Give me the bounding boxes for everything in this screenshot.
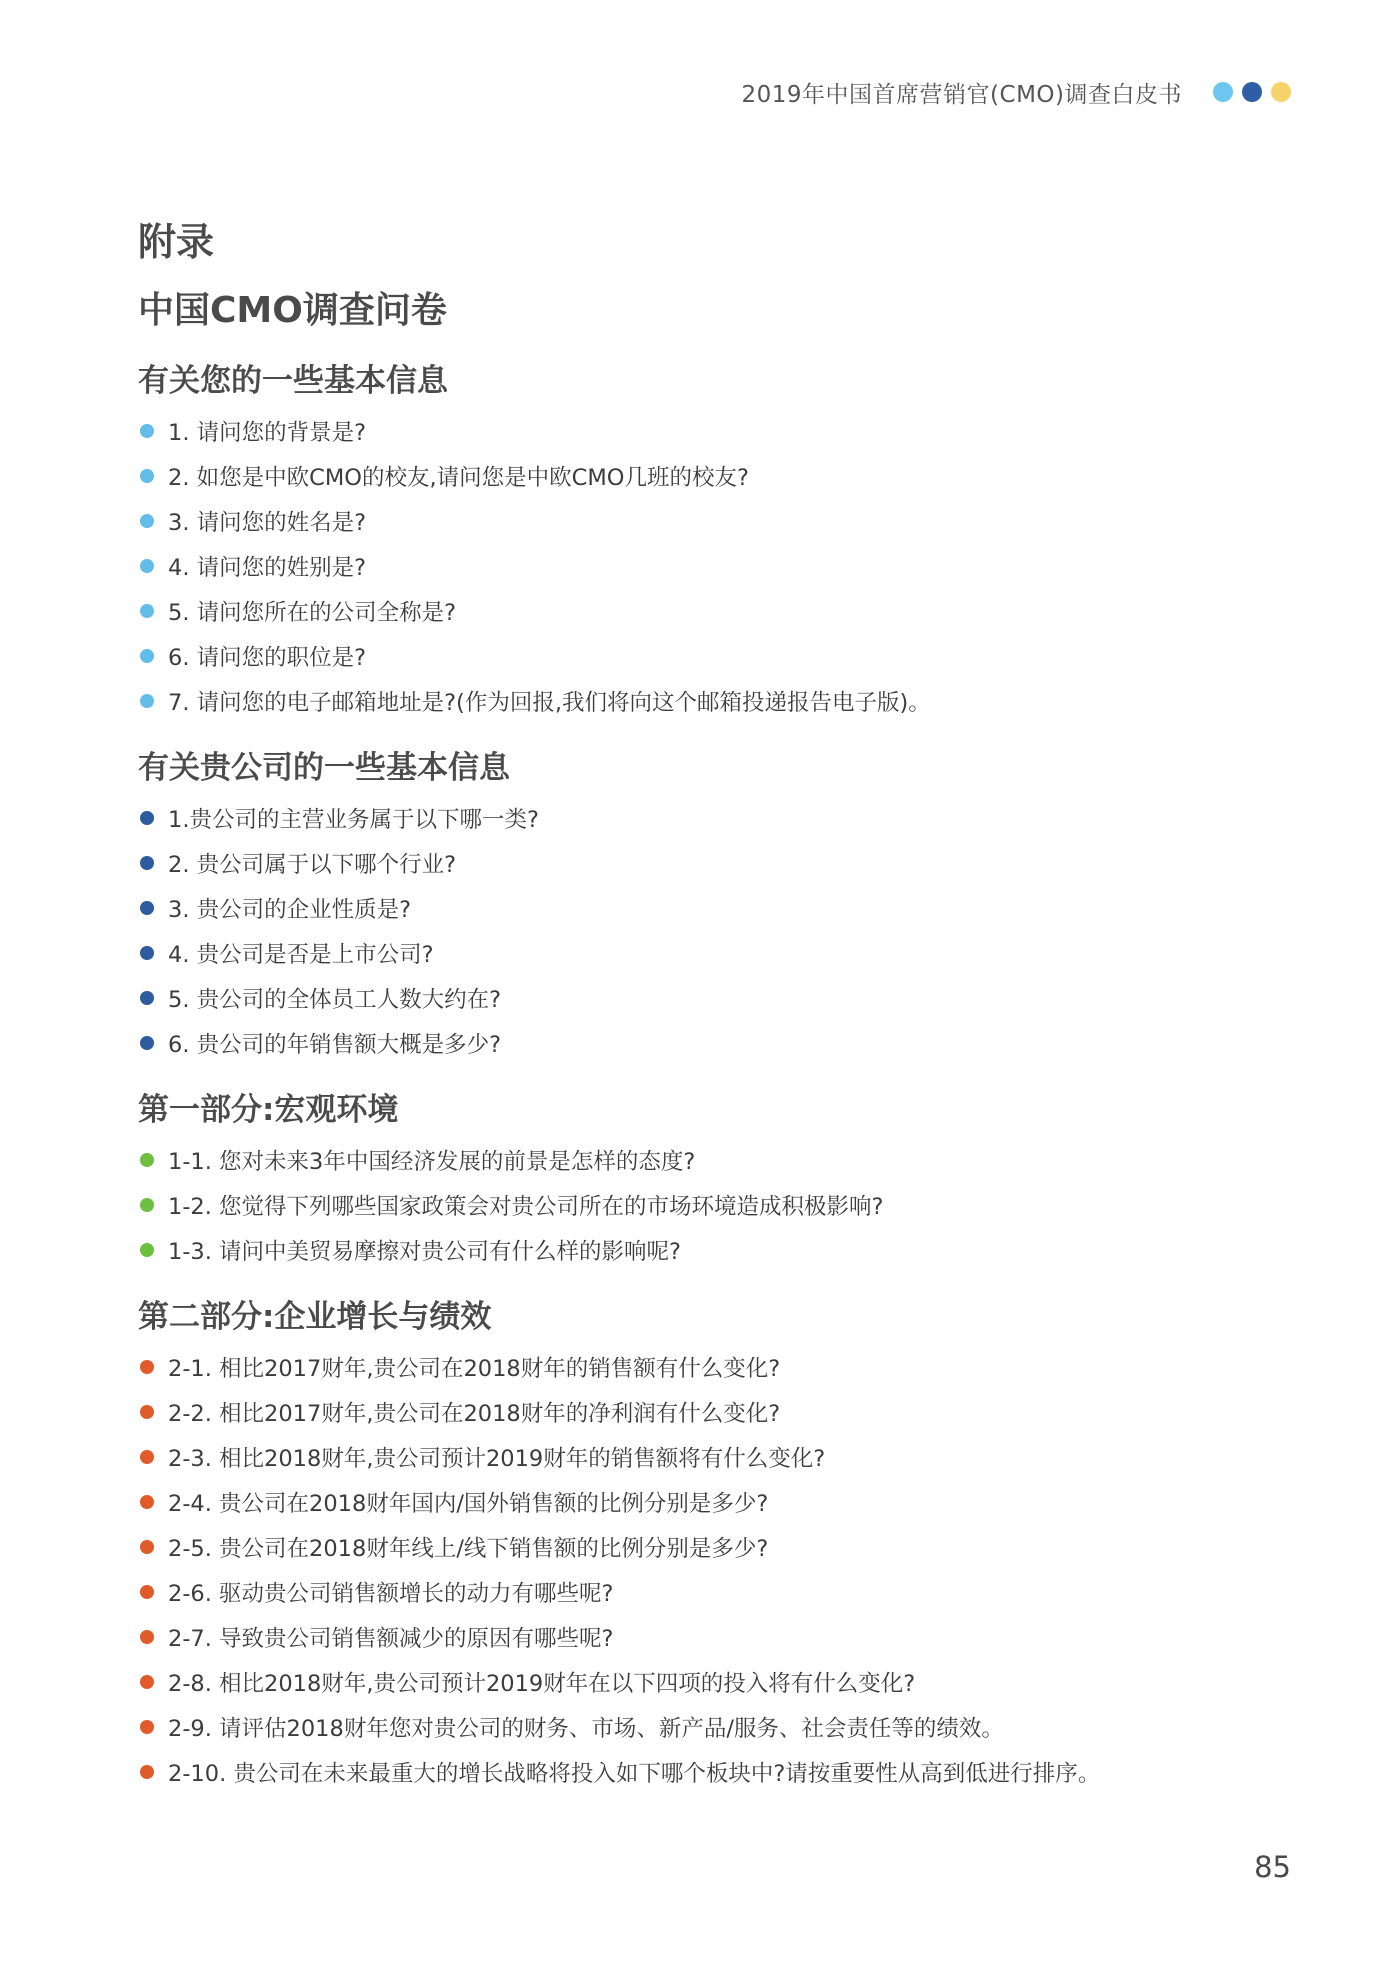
question-text: 3. 请问您的姓名是?: [168, 509, 367, 536]
bullet-dot-icon: [140, 559, 154, 573]
bullet-dot-icon: [140, 811, 154, 825]
question-text: 5. 请问您所在的公司全称是?: [168, 599, 457, 626]
question-text: 2-10. 贵公司在未来最重大的增长战略将投入如下哪个板块中?请按重要性从高到低进行排序。: [168, 1760, 1101, 1787]
question-text: 2-1. 相比2017财年,贵公司在2018财年的销售额有什么变化?: [168, 1355, 781, 1382]
question-text: 6. 请问您的职位是?: [168, 644, 367, 671]
question-text: 1.贵公司的主营业务属于以下哪一类?: [168, 806, 539, 833]
list-item: [138, 1569, 1288, 1614]
survey-section: [138, 745, 1288, 1065]
survey-section: [138, 1087, 1288, 1272]
bullet-dot-icon: [140, 1675, 154, 1689]
list-item: [138, 408, 1288, 453]
question-text: 2-6. 驱动贵公司销售额增长的动力有哪些呢?: [168, 1580, 614, 1607]
list-item: [138, 795, 1288, 840]
bullet-dot-icon: [140, 991, 154, 1005]
question-text: 2. 贵公司属于以下哪个行业?: [168, 851, 457, 878]
question-text: 1-2. 您觉得下列哪些国家政策会对贵公司所在的市场环境造成积极影响?: [168, 1193, 884, 1220]
page-header: [742, 72, 1292, 112]
bullet-dot-icon: [140, 901, 154, 915]
header-dots: [1204, 82, 1291, 102]
header-dot-yellow: [1271, 82, 1291, 102]
list-item: [138, 453, 1288, 498]
question-text: 7. 请问您的电子邮箱地址是?(作为回报,我们将向这个邮箱投递报告电子版)。: [168, 689, 931, 716]
question-text: 2-3. 相比2018财年,贵公司预计2019财年的销售额将有什么变化?: [168, 1445, 826, 1472]
list-item: [138, 1524, 1288, 1569]
survey-title: 中国CMO调查问卷: [138, 290, 447, 331]
question-text: 3. 贵公司的企业性质是?: [168, 896, 412, 923]
bullet-dot-icon: [140, 694, 154, 708]
bullet-dot-icon: [140, 946, 154, 960]
list-item: [138, 1479, 1288, 1524]
bullet-dot-icon: [140, 1198, 154, 1212]
bullet-dot-icon: [140, 1630, 154, 1644]
question-text: 2-4. 贵公司在2018财年国内/国外销售额的比例分别是多少?: [168, 1490, 769, 1517]
bullet-dot-icon: [140, 1765, 154, 1779]
header-dot-light-blue: [1213, 82, 1233, 102]
list-item: [138, 1227, 1288, 1272]
section-title: 有关您的一些基本信息: [138, 363, 448, 399]
bullet-dot-icon: [140, 1585, 154, 1599]
survey-section: [138, 358, 1288, 723]
question-text: 2-8. 相比2018财年,贵公司预计2019财年在以下四项的投入将有什么变化?: [168, 1670, 916, 1697]
question-text: 2-9. 请评估2018财年您对贵公司的财务、市场、新产品/服务、社会责任等的绩效。: [168, 1715, 1004, 1742]
list-item: [138, 975, 1288, 1020]
list-item: [138, 633, 1288, 678]
survey-sections: [138, 358, 1288, 1794]
list-item: [138, 1137, 1288, 1182]
list-item: [138, 1434, 1288, 1479]
bullet-dot-icon: [140, 514, 154, 528]
question-text: 2-2. 相比2017财年,贵公司在2018财年的净利润有什么变化?: [168, 1400, 781, 1427]
question-text: 1-3. 请问中美贸易摩擦对贵公司有什么样的影响呢?: [168, 1238, 681, 1265]
bullet-dot-icon: [140, 1405, 154, 1419]
list-item: [138, 1182, 1288, 1227]
question-text: 5. 贵公司的全体员工人数大约在?: [168, 986, 502, 1013]
bullet-dot-icon: [140, 469, 154, 483]
bullet-dot-icon: [140, 1360, 154, 1374]
section-title: 第二部分:企业增长与绩效: [138, 1299, 492, 1335]
bullet-dot-icon: [140, 1036, 154, 1050]
list-item: [138, 543, 1288, 588]
list-item: [138, 1344, 1288, 1389]
bullet-dot-icon: [140, 1495, 154, 1509]
list-item: [138, 1704, 1288, 1749]
page-content: [138, 212, 1288, 1794]
appendix-title: 附录: [138, 220, 215, 264]
bullet-dot-icon: [140, 604, 154, 618]
bullet-dot-icon: [140, 424, 154, 438]
bullet-dot-icon: [140, 1450, 154, 1464]
bullet-dot-icon: [140, 1720, 154, 1734]
list-item: [138, 678, 1288, 723]
list-item: [138, 930, 1288, 975]
section-title: 有关贵公司的一些基本信息: [138, 750, 510, 786]
list-item: [138, 1020, 1288, 1065]
bullet-dot-icon: [140, 1540, 154, 1554]
list-item: [138, 885, 1288, 930]
page-number: 85: [1254, 1850, 1291, 1884]
question-text: 6. 贵公司的年销售额大概是多少?: [168, 1031, 502, 1058]
question-text: 2. 如您是中欧CMO的校友,请问您是中欧CMO几班的校友?: [168, 464, 749, 491]
list-item: [138, 840, 1288, 885]
bullet-dot-icon: [140, 856, 154, 870]
list-item: [138, 1659, 1288, 1704]
question-text: 4. 贵公司是否是上市公司?: [168, 941, 434, 968]
list-item: [138, 588, 1288, 633]
question-text: 1-1. 您对未来3年中国经济发展的前景是怎样的态度?: [168, 1148, 696, 1175]
question-text: 4. 请问您的姓别是?: [168, 554, 367, 581]
header-dot-dark-blue: [1242, 82, 1262, 102]
bullet-dot-icon: [140, 1243, 154, 1257]
bullet-dot-icon: [140, 1153, 154, 1167]
list-item: [138, 1749, 1288, 1794]
list-item: [138, 1389, 1288, 1434]
survey-section: [138, 1294, 1288, 1794]
question-text: 2-7. 导致贵公司销售额减少的原因有哪些呢?: [168, 1625, 614, 1652]
header-title: 2019年中国首席营销官(CMO)调查白皮书: [741, 81, 1182, 108]
bullet-dot-icon: [140, 649, 154, 663]
list-item: [138, 498, 1288, 543]
list-item: [138, 1614, 1288, 1659]
question-text: 2-5. 贵公司在2018财年线上/线下销售额的比例分别是多少?: [168, 1535, 769, 1562]
section-title: 第一部分:宏观环境: [138, 1092, 399, 1128]
question-text: 1. 请问您的背景是?: [168, 419, 367, 446]
